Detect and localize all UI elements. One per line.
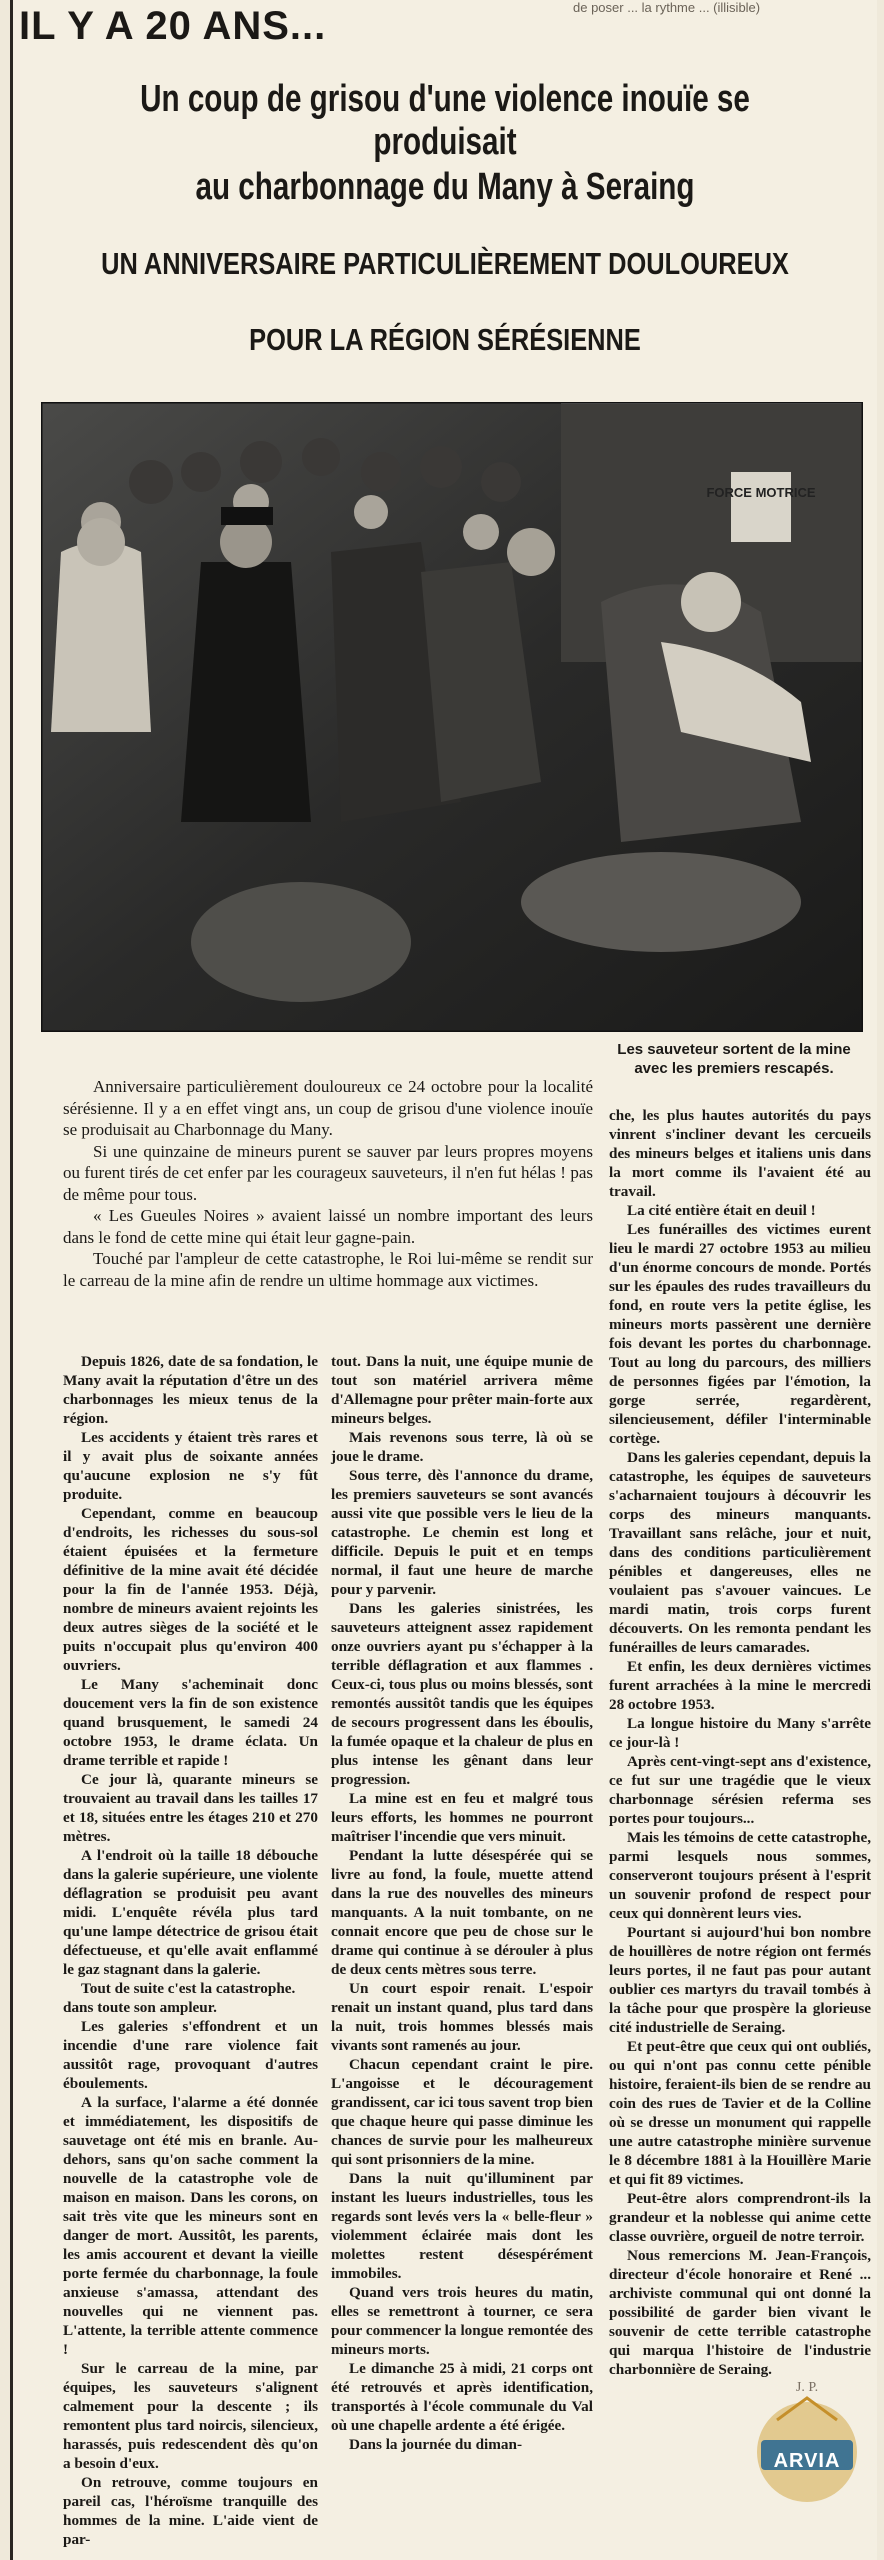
paragraph: Pendant la lutte désespérée qui se livre au fond, la foule, muette attend dans la rue des nouvelles des mineurs manquants. A la nuit tombante, on ne connait encore que peu de chose sur le drame qui continue à se dérouler à plus de deux cents mètres sous terre. (331, 1847, 593, 1978)
paragraph: che, les plus hautes autorités du pays vinrent s'incliner devant les cercueils des mineurs belges et italiens unis dans la mort comme ils l'avaient été au travail. (609, 1107, 871, 1200)
paragraph: Les galeries s'effondrent et un incendie d'une rare violence fait aussitôt rage, provoquant d'autres éboulements. (63, 2018, 318, 2092)
newspaper-page (10, 0, 877, 2560)
intro-paragraph: Anniversaire particulièrement douloureux ce 24 octobre pour la localité sérésienne. Il y a en effet vingt ans, un coup de grisou d'une violence inouïe se produisait au Charbonnage du Many. (63, 1077, 593, 1139)
paragraph: Dans la journée du diman- (349, 2436, 522, 2453)
rescue-photo-illustration (41, 402, 863, 1032)
paragraph: Mais revenons sous terre, là où se joue le drame. (331, 1429, 593, 1465)
paragraph: La cité entière était en deuil ! (627, 1202, 816, 1219)
headline-line-2: au charbonnage du Many à Seraing (195, 166, 695, 208)
paragraph: Les funérailles des victimes eurent lieu le mardi 27 octobre 1953 au milieu d'un énorme concours de monde. Portés sur les épaules des rudes travailleurs du fond, en route vers la petite église, les mineurs morts passèrent une dernière fois devant les portes du charbonnage. Tout au long du parcours, des milliers de personnes figées par l'émotion, la gorge serrée, regardèrent, silencieusement, défiler l'interminable cortège. (609, 1221, 871, 1447)
paragraph: Peut-être alors comprendront-ils la grandeur et la noblesse qui anime cette classe ouvrière, orgueil de notre terroir. (609, 2190, 871, 2245)
paragraph: La mine est en feu et malgré tous leurs efforts, les hommes ne pourront maîtriser l'incendie que vers minuit. (331, 1790, 593, 1845)
stamp-emblem-icon (755, 2380, 859, 2510)
paragraph: A la surface, l'alarme a été donnée et immédiatement, les dispositifs de sauvetage ont été mis en branle. Au-dehors, sans qu'on sache comment la nouvelle de la catastrophe vole de maison en maison. Dans les corons, on sait très vite que les mineurs sont en danger de mort. Aussitôt, les parents, les amis accourent et devant la vieille porte fermée du charbonnage, la foule anxieuse s'amassa, attendant des nouvelles qui ne viennent pas. L'attente, la terrible attente commence ! (63, 2094, 318, 2358)
stamp-label: ARVIA (773, 2450, 841, 2472)
paragraph: Cependant, comme en beaucoup d'endroits, les richesses du sous-sol étaient épuisées et la fermeture définitive de la mine avait été décidée pour la fin de l'année 1953. Déjà, nombre de mineurs avaient rejoints les deux autres sièges de la société et le puits n'occupait plus qu'environ 400 ouvriers. (63, 1505, 318, 1674)
paragraph: Le dimanche 25 à midi, 21 corps ont été retrouvés et après identification, transportés à l'école communale du Val où une chapelle ardente a été érigée. (331, 2360, 593, 2434)
intro-paragraphs (63, 1076, 593, 1291)
paragraph: Quand vers trois heures du matin, elles se remettront à tourner, ce sera pour commencer la longue remontée des mineurs morts. (331, 2284, 593, 2358)
article-column-1 (63, 1352, 318, 2549)
paragraph: Et enfin, les deux dernières victimes furent arrachées à la mine le mercredi 28 octobre 1953. (609, 1658, 871, 1713)
paragraph: Depuis 1826, date de sa fondation, le Many avait la réputation d'être un des charbonnages les mieux tenus de la région. (63, 1353, 318, 1427)
paragraph: tout. Dans la nuit, une équipe munie de tout son matériel arrivera même d'Allemagne pour prêter main-forte aux mineurs belges. (331, 1353, 593, 1427)
paragraph: Chacun cependant craint le pire. L'angoisse et le découragement grandissent, car ici tous savent trop bien que chaque heure qui passe diminue les chances de survie pour les malheureux qui sont prisonniers de la mine. (331, 2056, 593, 2168)
paragraph: Après cent-vingt-sept ans d'existence, ce fut sur une tragédie que le vieux charbonnage sérésien referma ses portes pour toujours... (609, 1753, 871, 1827)
subheadline-line-1: UN ANNIVERSAIRE PARTICULIÈREMENT DOULOUREUX (101, 246, 789, 281)
subheadline-line-2: POUR LA RÉGION SÉRÉSIENNE (249, 322, 641, 357)
paragraph: Dans les galeries cependant, depuis la catastrophe, les équipes de sauveteurs s'acharnaient toujours à découvrir les corps des mineurs manquants. Travaillant sans relâche, jour et nuit, dans des conditions particulièrement pénibles et dangereuses, elles ne voulaient pas s'avouer vaincues. Le mardi matin, trois corps furent découverts. On les remonta pendant les funérailles de leurs camarades. (609, 1449, 871, 1656)
intro-paragraph: Si une quinzaine de mineurs purent se sauver par leurs propres moyens ou furent tirés de cet enfer par les courageux sauveteurs, il n'en fut hélas ! pas de même pour tous. (63, 1141, 593, 1204)
paragraph: Tout de suite c'est la catastrophe. (81, 1980, 296, 1997)
intro-paragraph: « Les Gueules Noires » avaient laissé un nombre important des leurs dans le fond de cette mine qui était leur gagne-pain. (63, 1206, 593, 1247)
sign-text: FORCE MOTRICE (706, 485, 816, 500)
photo-caption: Les sauveteur sortent de la mine avec les premiers rescapés. (617, 1041, 851, 1077)
kicker-title: IL Y A 20 ANS... (19, 4, 327, 48)
paragraph: Sur le carreau de la mine, par équipes, les sauveteurs s'alignent calmement pour la descente ; ils remontent plus tard noircis, silencieux, harassés, puis redescendent dès qu'on a besoin d'eux. (63, 2360, 318, 2472)
paragraph: Et peut-être que ceux qui ont oubliés, ou qui n'ont pas connu cette pénible histoire, feraient-ils bien de se rendre au coin des rues de Tavier et de la Colline où se dresse un monument qui rappelle une autre catastrophe minière survenue le 8 décembre 1881 à la Houillère Marie et qui fit 89 victimes. (609, 2038, 871, 2188)
paragraph: A l'endroit où la taille 18 débouche dans la galerie supérieure, une violente déflagration se produisit peu avant midi. L'enquête révéla plus tard qu'une lampe détectrice de grisou était défectueuse, et qu'elle avait enflammé le gaz stagnant dans la galerie. (63, 1847, 318, 1978)
paragraph: Mais les témoins de cette catastrophe, parmi lesquels nous sommes, conserveront toujours présent à l'esprit un souvenir profond de respect pour ceux qui donnèrent leurs vies. (609, 1829, 871, 1922)
rescue-photo (41, 402, 863, 1032)
article-column-3 (609, 1106, 871, 2379)
paragraph: Nous remercions M. Jean-François, directeur d'école honoraire et René ... archiviste communal qui ont donné la possibilité de garder bien vivant le souvenir de cette terrible catastrophe qui marqua l'histoire de l'industrie charbonnière de Seraing. (609, 2247, 871, 2378)
paragraph: Ce jour là, quarante mineurs se trouvaient au travail dans les tailles 17 et 18, situées entre les étages 210 et 270 mètres. (63, 1771, 318, 1845)
paragraph: Sous terre, dès l'annonce du drame, les premiers sauveteurs se sont avancés aussi vite que possible vers le lieu de la catastrophe. Le chemin est long et difficile. Depuis le puit et en temps normal, il faut une heure de marche pour y parvenir. (331, 1467, 593, 1598)
paragraph: Dans la nuit qu'illuminent par instant les lueurs industrielles, tous les regards sont levés vers la « belle-fleur » violemment éclairée mais dont les molettes restent désespérément immobiles. (331, 2170, 593, 2282)
stamp-initials: J. P. (795, 2380, 819, 2395)
paragraph: La longue histoire du Many s'arrête ce jour-là ! (609, 1715, 871, 1751)
paragraph: Les accidents y étaient très rares et il y avait plus de soixante années qu'aucune explosion ne s'y fût produite. (63, 1429, 318, 1503)
paragraph: On retrouve, comme toujours en pareil cas, l'héroïsme tranquille des hommes de la mine. L'aide vient de par- (63, 2474, 318, 2548)
cut-off-header-text: de poser ... la rythme ... (illisible) (573, 0, 761, 15)
article-column-2 (331, 1352, 593, 2454)
headline-line-1: Un coup de grisou d'une violence inouïe se produisait (140, 78, 750, 163)
paragraph: Dans les galeries sinistrées, les sauveteurs atteignent assez rapidement onze ouvriers ayant pu s'échapper à la terrible déflagration et aux flammes . Ceux-ci, tous plus ou moins blessés, sont remontés aussitôt tandis que les équipes de secours progressent dans les éboulis, la fumée opaque et la chaleur de plus en plus intense les gênant dans leur progression. (331, 1600, 593, 1788)
paragraph: Le Many s'acheminait donc doucement vers la fin de son existence quand brusquement, le samedi 24 octobre 1953, le drame éclata. Un drame terrible et rapide ! (63, 1676, 318, 1769)
arvia-stamp (755, 2380, 859, 2510)
paragraph: Pourtant si aujourd'hui bon nombre de houillères de notre région ont fermés leurs portes, il ne faut pas pour autant oublier ces martyrs du travail tombés à la tâche pour que prospère la glorieuse cité industrielle de Seraing. (609, 1924, 871, 2036)
paragraph: dans toute son ampleur. (63, 1999, 217, 2016)
intro-paragraph: Touché par l'ampleur de cette catastrophe, le Roi lui-même se rendit sur le carreau de la mine afin de rendre un ultime hommage aux victimes. (63, 1249, 593, 1290)
paragraph: Un court espoir renait. L'espoir renait un instant quand, plus tard dans la nuit, trois hommes blessés mais vivants sont ramenés au jour. (331, 1980, 593, 2054)
